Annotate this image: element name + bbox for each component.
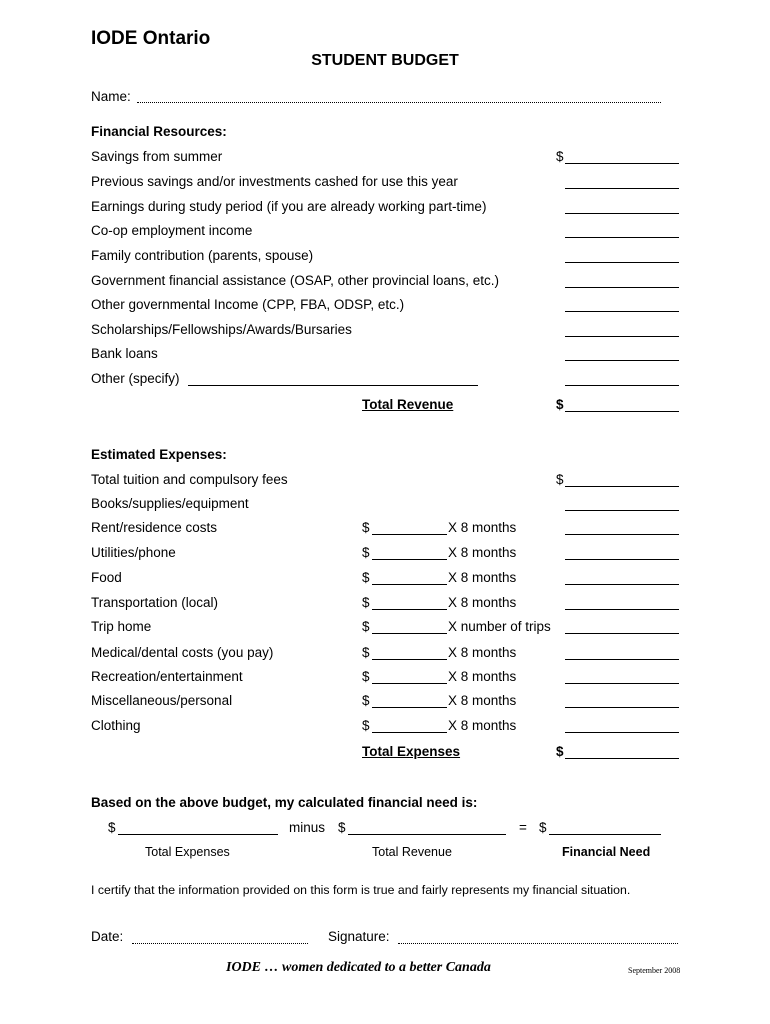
total-revenue-label: Total Revenue [362,397,454,412]
caption-total-expenses: Total Expenses [145,845,230,859]
caption-total-revenue: Total Revenue [372,845,452,859]
need-revenue-field[interactable] [348,834,506,835]
expense-amount-field[interactable] [565,584,679,585]
expense-item-label: Rent/residence costs [91,520,218,535]
need-expenses-field[interactable] [118,834,278,835]
signature-label: Signature: [328,929,390,944]
expense-rate-field[interactable] [372,584,447,585]
resource-item-label: Scholarships/Fellowships/Awards/Bursaries [91,322,352,337]
expense-amount-field[interactable] [565,659,679,660]
expense-rate-dollar: $ [362,669,370,684]
expense-rate-field[interactable] [372,609,447,610]
resource-item-label: Earnings during study period (if you are already working part-time) [91,199,487,214]
expense-multiplier: X 8 months [448,570,517,585]
expense-rate-dollar: $ [362,693,370,708]
resource-amount-field[interactable] [565,287,679,288]
resource-item-label: Government financial assistance (OSAP, other provincial loans, etc.) [91,273,499,288]
total-expenses-field[interactable] [565,758,679,759]
name-label: Name: [91,89,131,104]
resource-dollar-sign: $ [556,149,564,164]
expense-rate-field[interactable] [372,633,447,634]
expense-item-label: Medical/dental costs (you pay) [91,645,274,660]
expense-multiplier: X 8 months [448,669,517,684]
expense-rate-field[interactable] [372,732,447,733]
financial-need-heading: Based on the above budget, my calculated financial need is: [91,795,478,810]
total-revenue-dollar: $ [556,397,564,412]
expense-rate-field[interactable] [372,559,447,560]
expense-rate-dollar: $ [362,520,370,535]
expense-item-label: Transportation (local) [91,595,219,610]
expense-item-label: Clothing [91,718,141,733]
expense-item-label: Utilities/phone [91,545,176,560]
expense-item-label: Food [91,570,122,585]
expense-rate-dollar: $ [362,718,370,733]
resource-amount-field[interactable] [565,237,679,238]
expense-multiplier: X 8 months [448,520,517,535]
other-specify-field[interactable] [188,385,478,386]
expense-rate-dollar: $ [362,619,370,634]
expense-amount-field[interactable] [565,510,679,511]
resource-amount-field[interactable] [565,262,679,263]
total-revenue-field[interactable] [565,411,679,412]
expense-item-label: Recreation/entertainment [91,669,243,684]
resource-amount-field[interactable] [565,385,679,386]
caption-financial-need: Financial Need [562,845,651,859]
signature-field[interactable] [398,943,678,944]
expense-amount-field[interactable] [565,534,679,535]
name-field[interactable] [137,102,661,103]
resource-item-label: Other governmental Income (CPP, FBA, ODSP, etc.) [91,297,405,312]
expense-amount-field[interactable] [565,732,679,733]
resource-item-label: Bank loans [91,346,158,361]
expense-item-label: Total tuition and compulsory fees [91,472,288,487]
footer-motto: IODE … women dedicated to a better Canada [226,960,491,975]
certification-statement: I certify that the information provided on this form is true and fairly represents my financial situation. [91,883,631,897]
expense-amount-field[interactable] [565,609,679,610]
form-title: STUDENT BUDGET [311,52,459,69]
expense-rate-field[interactable] [372,534,447,535]
expense-item-label: Books/supplies/equipment [91,496,249,511]
resource-amount-field[interactable] [565,213,679,214]
resource-amount-field[interactable] [565,336,679,337]
organization-name: IODE Ontario [91,28,211,49]
expense-amount-field[interactable] [565,707,679,708]
expense-dollar-sign: $ [556,472,564,487]
minus-label: minus [289,820,326,835]
expense-multiplier: X 8 months [448,595,517,610]
total-expenses-dollar: $ [556,744,564,759]
resource-item-label: Family contribution (parents, spouse) [91,248,314,263]
financial-resources-heading: Financial Resources: [91,124,227,139]
expense-rate-field[interactable] [372,683,447,684]
expense-multiplier: X 8 months [448,645,517,660]
need-revenue-dollar: $ [338,820,346,835]
expense-multiplier: X 8 months [448,693,517,708]
expense-amount-field[interactable] [565,486,679,487]
expense-multiplier: X 8 months [448,545,517,560]
resource-item-label: Savings from summer [91,149,223,164]
expense-multiplier: X number of trips [448,619,551,634]
expense-item-label: Miscellaneous/personal [91,693,233,708]
expense-rate-field[interactable] [372,659,447,660]
footer-date: September 2008 [628,966,681,975]
expense-item-label: Trip home [91,619,152,634]
resource-amount-field[interactable] [565,311,679,312]
estimated-expenses-heading: Estimated Expenses: [91,447,227,462]
expense-rate-dollar: $ [362,595,370,610]
resource-item-label: Other (specify) [91,371,180,386]
resource-item-label: Previous savings and/or investments cashed for use this year [91,174,458,189]
expense-amount-field[interactable] [565,683,679,684]
need-result-dollar: $ [539,820,547,835]
resource-amount-field[interactable] [565,360,679,361]
date-field[interactable] [132,943,308,944]
date-label: Date: [91,929,124,944]
expense-rate-dollar: $ [362,570,370,585]
need-expenses-dollar: $ [108,820,116,835]
expense-rate-dollar: $ [362,645,370,660]
financial-need-field[interactable] [549,834,661,835]
total-expenses-label: Total Expenses [362,744,461,759]
expense-multiplier: X 8 months [448,718,517,733]
expense-amount-field[interactable] [565,559,679,560]
resource-amount-field[interactable] [565,188,679,189]
expense-amount-field[interactable] [565,633,679,634]
expense-rate-field[interactable] [372,707,447,708]
expense-rate-dollar: $ [362,545,370,560]
resource-amount-field[interactable] [565,163,679,164]
equals-label: = [519,820,527,835]
resource-item-label: Co-op employment income [91,223,253,238]
